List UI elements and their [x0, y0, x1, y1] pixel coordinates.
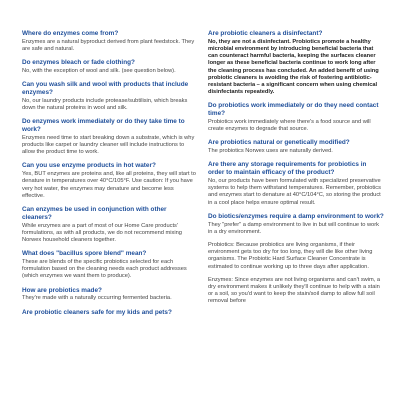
faq-answer [22, 39, 197, 53]
faq-answer [208, 178, 384, 207]
faq-item-can-you-wash-silk-and-wool-with-products [22, 81, 197, 112]
faq-question: Can you use enzyme products in hot water? [22, 162, 156, 170]
faq-question: Do enzymes bleach or fade clothing? [22, 59, 135, 67]
faq-answer [208, 148, 384, 155]
faq-answer [22, 295, 197, 302]
faq-question: Do probiotics work immediately or do they need contact time? [208, 102, 379, 118]
faq-question: How are probiotics made? [22, 286, 102, 294]
faq-left-column [22, 30, 197, 322]
faq-answer-paragraph: Enzymes need time to start breaking down a substrate, which is why products like carpet or laundry cleaner will include instructions to allow the product time to work. [22, 134, 195, 156]
faq-question: Can enzymes be used in conjunction with other cleaners? [22, 206, 167, 221]
faq-answer [22, 259, 197, 281]
top-divider [0, 0, 400, 6]
faq-answer-paragraph: Yes, BUT enzymes are proteins and, like all proteins, they will start to denature in temperatures over 40°C/105°F. Use caution: If you have very hot water, the enzymes may denature and become less effective. [22, 171, 196, 199]
faq-item-are-probiotics-natural-or-genetically-mo [208, 139, 384, 155]
faq-answer-bold-text: No, they are not a disinfectant. Probiotics promote a healthy microbial environment by introducing beneficial bacteria that can counteract harmful bacteria, keeping the surfaces cleaner longer as these beneficial bacteria continue to work long after the cleaning process has concluded. An added benefit of using probiotic cleaners is avoiding the risk of fostering antibiotic-resistant bacteria – a significant concern when using chemical disinfectants repeatedly. [208, 38, 379, 96]
faq-answer [22, 135, 197, 157]
faq-item-where-do-enzymes-come-from [22, 30, 197, 53]
faq-question: Can you wash silk and wool with products that include enzymes? [22, 81, 189, 96]
faq-question: What does "bacillus spore blend" mean? [22, 250, 147, 258]
faq-question: Do enzymes work immediately or do they take time to work? [22, 118, 185, 133]
faq-item-do-enzymes-work-immediately-or-do-they-t [22, 118, 197, 156]
faq-item-how-are-probiotics-made [22, 287, 197, 303]
faq-answer [22, 223, 197, 245]
faq-answer [208, 119, 384, 133]
faq-answer [22, 171, 197, 200]
faq-answer [22, 98, 197, 112]
faq-question: Are probiotic cleaners a disinfectant? [208, 30, 323, 37]
faq-answer [208, 222, 384, 306]
faq-question: Are probiotic cleaners safe for my kids and pets? [22, 308, 172, 316]
faq-item-are-there-any-storage-requirements-for-p [208, 161, 384, 206]
faq-answer-paragraph: They "prefer" a damp environment to live in but will continue to work in a dry environment. [208, 221, 379, 235]
faq-answer-paragraph: The probiotics Norwex uses are naturally derived. [208, 148, 333, 155]
faq-right-column [208, 30, 384, 312]
faq-item-do-probiotics-work-immediately-or-do-the [208, 102, 384, 133]
faq-answer-paragraph: No, our laundry products include protease/subtilisin, which breaks down the natural proteins in wool and silk. [22, 97, 188, 111]
faq-answer-paragraph: They're made with a naturally occurring fermented bacteria. [22, 295, 172, 302]
faq-answer-paragraph: These are blends of the specific probiotics selected for each formulation based on the cleaning needs each product addresses (which enzymes we want them to produce). [22, 259, 187, 280]
faq-item-can-enzymes-be-used-in-conjunction-with- [22, 206, 197, 244]
faq-question: Where do enzymes come from? [22, 30, 119, 37]
faq-answer-paragraph: No, our products have been formulated with specialized preservative systems to help them withstand temperatures. Remember, probiotics and enzymes start to denature at 40°C/104°C, so storing the product in a cool place helps ensure optimal result. [208, 178, 381, 206]
faq-answer [22, 68, 197, 75]
faq-item-what-does-bacillus-spore-blend-mean [22, 250, 197, 280]
faq-answer-paragraph: While enzymes are a part of most of our Home Care products' formulations, as with all products, we do not recommend mixing Norwex household cleaners together. [22, 222, 182, 244]
faq-item-do-biotics-enzymes-require-a-damp-enviro [208, 213, 384, 306]
faq-question: Do biotics/enzymes require a damp environment to work? [208, 212, 384, 220]
faq-answer-paragraph: Probiotics work immediately where there's a food source and will create enzymes to degrade that source. [208, 119, 371, 133]
faq-answer-paragraph: No, with the exception of wool and silk. (see question below). [22, 68, 176, 74]
faq-item-do-enzymes-bleach-or-fade-clothing [22, 59, 197, 75]
faq-question: Are probiotics natural or genetically modified? [208, 139, 350, 147]
faq-item-are-probiotic-cleaners-a-disinfectant [208, 30, 384, 96]
faq-answer-paragraph: Enzymes: Since enzymes are not living organisms and can't swim, a dry environment makes it unlikely they'll continue to help with a stain or a soil, so you'd want to keep the stain/soil damp to allow full soil removal before [208, 276, 381, 305]
faq-answer-paragraph: Probiotics: Because probiotics are living organisms, if their environment gets too dry for too long, they will die like other living organisms. The Probiotic Hard Surface Cleaner Concentrate is estimated to continue working up to three days after application. [208, 242, 373, 270]
faq-item-are-probiotic-cleaners-safe-for-my-kids- [22, 309, 197, 317]
faq-item-can-you-use-enzyme-products-in-hot-water [22, 162, 197, 200]
faq-answer [208, 39, 384, 97]
faq-question: Are there any storage requirements for probiotics in order to maintain efficacy of the product? [208, 161, 367, 177]
faq-answer-paragraph: Enzymes are a natural byproduct derived from plant feedstock. They are safe and natural. [22, 38, 195, 52]
